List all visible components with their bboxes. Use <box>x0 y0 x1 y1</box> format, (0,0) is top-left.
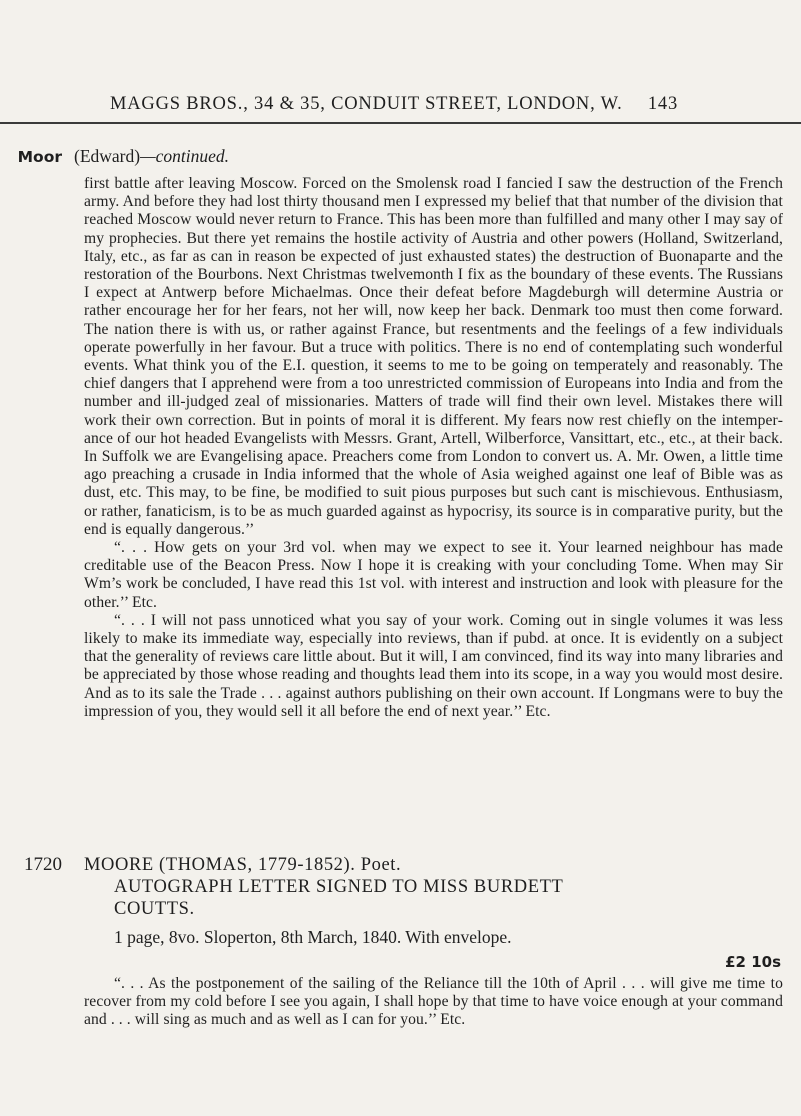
entry-body <box>84 175 783 721</box>
item-price: £2 10s <box>725 953 781 971</box>
entry-name: (Edward) <box>74 146 141 166</box>
paragraph-letter-3: “. . . I will not pass unnoticed what you say of your work. Coming out in single volumes it was less likely to make its immediate way, especially into reviews, than if pubd. at once. It is evidently on a subject that the generality of reviews care little about. But it will, I am convinced, find its way into many libraries and be appreciated by those whose reading and thoughts lead them into its scope, in a way you would most desire. And as to its sale the Trade . . . against authors publishing on their own account. If Longmans were to buy the impression of you, they would sell it all before the end of next year.’’ Etc. <box>84 611 783 720</box>
paragraph-letter-2: “. . . How gets on your 3rd vol. when may we expect to see it. Your learned neighbour has made creditable use of the Beacon Press. Now I hope it is creaking with your concluding Tome. When may Sir Wm’s work be concluded, I have read this 1st vol. with interest and instruction and look with pleasure for the other.’’ Etc. <box>84 539 783 611</box>
header-rule <box>0 122 801 124</box>
item-title-line-3: COUTTS. <box>114 899 195 919</box>
item-number: 1720 <box>24 854 62 875</box>
margin-label-moor: Moor <box>17 148 62 166</box>
item-description: 1 page, 8vo. Sloperton, 8th March, 1840. With envelope. <box>114 927 512 947</box>
running-head <box>110 94 678 115</box>
continued-label: —continued. <box>140 146 230 166</box>
item-title-line-2: AUTOGRAPH LETTER SIGNED TO MISS BURDETT <box>114 877 564 897</box>
item-title-line-1: MOORE (THOMAS, 1779-1852). Poet. <box>84 855 402 875</box>
item-quote <box>84 975 783 1030</box>
item-title <box>84 854 783 920</box>
paragraph-letter-1: first battle after leaving Moscow. Forced on the Smolensk road I fancied I saw the destruction of the French army. And before they had lost thirty thousand men I expressed my belief that that number of the division that reached Moscow would never return to France. This has been more than fulfilled and many other I may say of my prophecies. But there yet remains the hostile activity of Austria and other powers (Holland, Switzerland, Italy, etc., as far as can in reason be expected of just exhausted states) the destruction of Buonaparte and the restoration of the Bourbons. Next Christmas twelvemonth I fix as the boundary of these events. The Russians I expect at Antwerp before Michaelmas. Once their defeat before Magdeburgh will determine Austria or rather encourage her for her fears, not her will, now keep her back. Denmark too must then come forward. The nation there is with us, or rather against France, but resentments and the feelings of a few individuals operate powerfully in her favour. But a truce with politics. There is no end of contemplating such wonderful events. What think you of the E.I. question, it seems to me to be going on temperately and reasonably. The chief dangers that I apprehend were from a too unrestricted commission of Europeans into India and from the number and ill-judged zeal of missionaries. Matters of trade will find their own level. Mistakes there will work their own correction. But in points of moral it is different. My fears now rest chiefly on the intemperance of our hot headed Evangelists with Messrs. Grant, Artell, Wilberforce, Vansittart, etc., etc., at their back. In Suffolk we are Evangelising apace. Preachers come from London to convert us. A. Mr. Owen, a little time ago preaching a crusade in India informed that the whole of Asia weighed against one leaf of Bible was as dust, etc. This may, to be fine, be modified to suit pious purposes but such cant is mischievous. Enthusiasm, or rather, fanaticism, is to be as much guarded against as hypocrisy, its source is in comparative purity, but the end is equally dangerous.’’ <box>84 175 783 538</box>
page-number: 143 <box>647 94 678 114</box>
running-head-text: MAGGS BROS., 34 & 35, CONDUIT STREET, LONDON, W. <box>110 94 623 114</box>
entry-heading <box>74 146 774 167</box>
quote-paragraph: “. . . As the postponement of the sailing of the Reliance till the 10th of April . . . will give me time to recover from my cold before I see you again, I shall hope by that time to have voice enough at your command and . . . will sing as much and as well as I can for you.’’ Etc. <box>84 975 783 1029</box>
